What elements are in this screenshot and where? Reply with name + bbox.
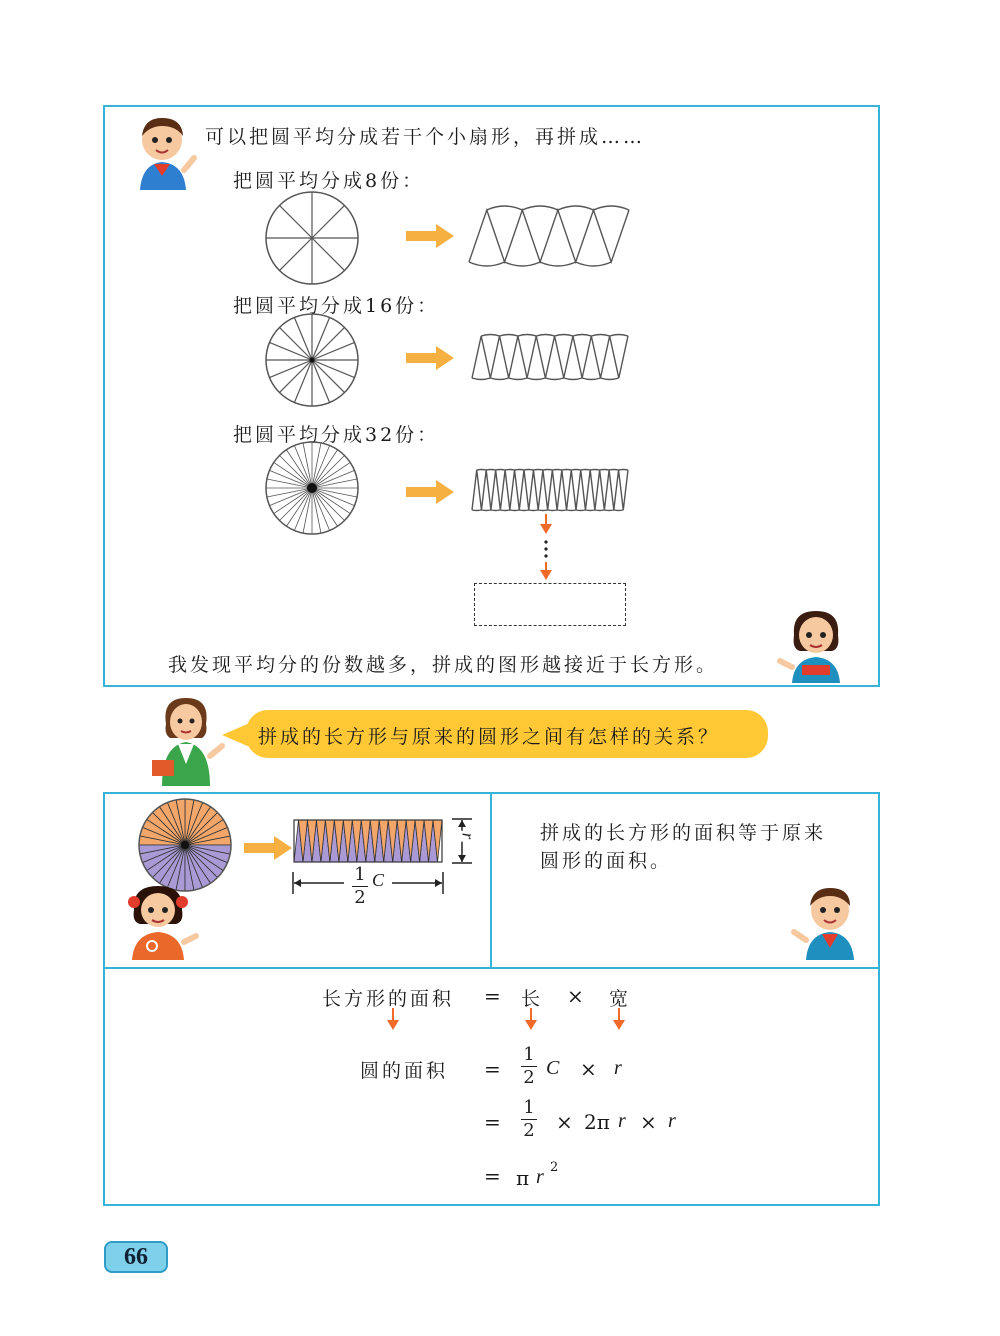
girl-character-icon <box>120 882 200 960</box>
sector-line <box>279 327 312 360</box>
rearranged-16-shape <box>470 334 630 380</box>
boy-character-icon <box>128 112 200 192</box>
circle-16-sectors <box>264 312 360 408</box>
teacher-character-icon <box>148 694 224 786</box>
radius-symbol: r <box>614 1057 622 1079</box>
arrow-right-icon <box>244 836 292 860</box>
center-dot <box>181 841 189 849</box>
arrow-right-icon <box>406 346 454 370</box>
top-edge <box>481 335 628 337</box>
sector-line <box>312 455 345 488</box>
radius-symbol: r <box>536 1166 544 1188</box>
sector-line <box>279 488 312 521</box>
sector-line <box>279 360 312 393</box>
times-sign: × <box>580 1057 597 1081</box>
intro-text: 可以把圆平均分成若干个小扇形，再拼成…… <box>205 126 646 148</box>
label-8-parts: 把圆平均分成8份： <box>233 170 425 192</box>
equals-sign: = <box>484 1057 501 1081</box>
two-pi: 2π <box>584 1110 610 1134</box>
colored-rearranged-rectangle <box>293 819 443 863</box>
bottom-edge <box>472 378 619 380</box>
circumference-label: C <box>372 870 385 890</box>
half-fraction: 1 2 <box>521 1046 537 1087</box>
down-arrow-icon <box>524 1008 538 1030</box>
conclusion-text: 我发现平均分的份数越多，拼成的图形越接近于长方形。 <box>168 654 719 676</box>
rearranged-32-shape <box>470 468 630 512</box>
sector-line <box>279 205 312 238</box>
zigzag-lines <box>472 336 628 378</box>
half-fraction: 1 2 <box>352 866 368 907</box>
boy-character-icon <box>792 882 864 962</box>
sector-line <box>312 360 345 393</box>
label-32-parts: 把圆平均分成32份： <box>233 424 440 446</box>
circle-8-sectors <box>264 190 360 286</box>
rect-area-label: 长方形的面积 <box>322 988 455 1010</box>
horizontal-divider <box>103 967 880 969</box>
center-dot <box>310 358 315 363</box>
half-fraction: 1 2 <box>521 1099 537 1140</box>
circle-32-sectors <box>264 440 360 536</box>
girl-character-icon <box>780 605 852 683</box>
zigzag-lines <box>472 470 628 510</box>
sector-line <box>312 327 345 360</box>
sector-line <box>312 205 345 238</box>
pi-symbol: π <box>516 1166 530 1190</box>
down-arrow-icon <box>386 1008 400 1030</box>
equals-sign: = <box>484 984 501 1008</box>
arrow-right-icon <box>406 224 454 248</box>
height-label: r <box>458 832 478 840</box>
length-word: 长 <box>521 988 544 1010</box>
radius-symbol: r <box>618 1110 626 1132</box>
statement-line-1: 拼成的长方形的面积等于原来 <box>540 822 827 844</box>
circumference-symbol: C <box>546 1057 560 1079</box>
sector-line <box>279 238 312 271</box>
sector-line <box>312 238 345 271</box>
vertical-divider <box>490 792 492 968</box>
circle-area-label: 圆的面积 <box>360 1060 449 1082</box>
colored-circle-32-sectors <box>137 797 233 893</box>
page-number-badge: 66 <box>104 1241 168 1273</box>
zigzag-lines <box>469 210 629 262</box>
limit-rectangle <box>474 583 626 626</box>
square-exponent: 2 <box>550 1160 559 1175</box>
radius-symbol: r <box>668 1110 676 1132</box>
length-dimension-marker <box>292 872 444 894</box>
times-sign: × <box>640 1110 657 1134</box>
question-text: 拼成的长方形与原来的圆形之间有怎样的关系？ <box>258 726 721 748</box>
down-arrow-icon <box>612 1008 626 1030</box>
label-16-parts: 把圆平均分成16份： <box>233 295 440 317</box>
arrow-right-icon <box>406 480 454 504</box>
rearranged-8-shape <box>467 208 631 264</box>
times-sign: × <box>556 1110 573 1134</box>
equals-sign: = <box>484 1164 501 1188</box>
dotted-down-arrow-icon <box>536 514 556 582</box>
statement-line-2: 圆形的面积。 <box>540 850 673 872</box>
center-dot <box>307 483 317 493</box>
times-sign: × <box>567 984 584 1008</box>
sector-line <box>279 455 312 488</box>
width-word: 宽 <box>609 988 632 1010</box>
sector-line <box>312 488 345 521</box>
equals-sign: = <box>484 1110 501 1134</box>
